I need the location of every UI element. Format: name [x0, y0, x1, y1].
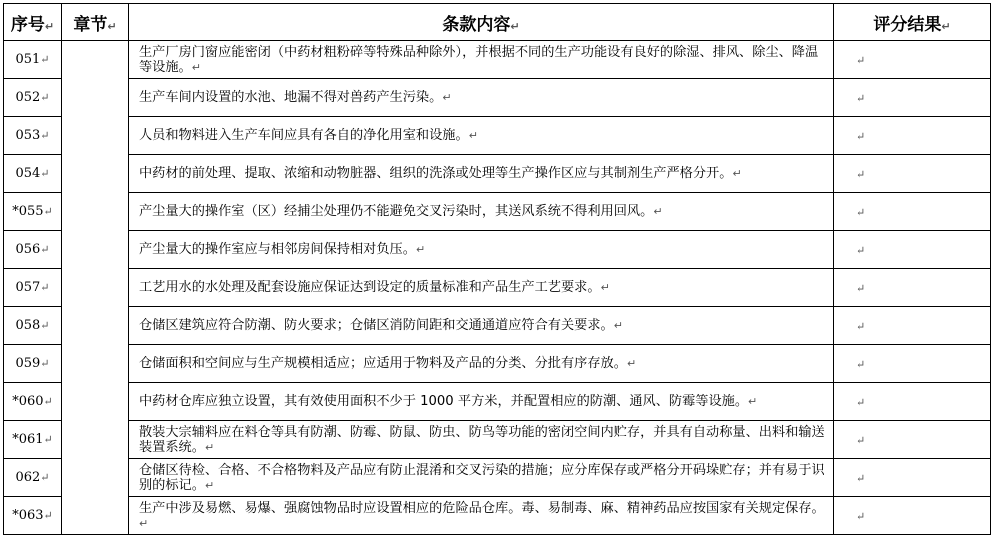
- header-chapter: 章节↵: [62, 4, 129, 41]
- row-number: 052↵: [4, 79, 62, 117]
- table-header-row: [4, 4, 991, 41]
- clause-content: 生产厂房门窗应能密闭（中药材粗粉碎等特殊品种除外），并根据不同的生产功能设有良好的除湿、排风、除尘、降温等设施。↵: [129, 41, 834, 79]
- score-cell[interactable]: ↵: [834, 383, 991, 421]
- row-number: 058↵: [4, 307, 62, 345]
- score-cell[interactable]: ↵: [834, 345, 991, 383]
- score-cell[interactable]: ↵: [834, 79, 991, 117]
- score-cell[interactable]: ↵: [834, 155, 991, 193]
- clause-table: [3, 3, 991, 535]
- clause-content: 产尘量大的操作室（区）经捕尘处理仍不能避免交叉污染时，其送风系统不得利用回风。↵: [129, 193, 834, 231]
- table-row: [4, 459, 991, 497]
- table-row: [4, 497, 991, 535]
- table-row: [4, 79, 991, 117]
- table-body: [4, 41, 991, 535]
- row-number: 059↵: [4, 345, 62, 383]
- row-number: 053↵: [4, 117, 62, 155]
- table-row: [4, 383, 991, 421]
- score-cell[interactable]: ↵: [834, 459, 991, 497]
- clause-content: 中药材的前处理、提取、浓缩和动物脏器、组织的洗涤或处理等生产操作区应与其制剂生产严格分开。↵: [129, 155, 834, 193]
- score-cell[interactable]: ↵: [834, 421, 991, 459]
- table-row: [4, 117, 991, 155]
- clause-content: 产尘量大的操作室应与相邻房间保持相对负压。↵: [129, 231, 834, 269]
- table-row: [4, 269, 991, 307]
- table-row: [4, 307, 991, 345]
- score-cell[interactable]: ↵: [834, 497, 991, 535]
- row-number: 056↵: [4, 231, 62, 269]
- row-number: *055↵: [4, 193, 62, 231]
- chapter-cell: [62, 41, 129, 535]
- table-row: [4, 231, 991, 269]
- clause-content: 仓储区建筑应符合防潮、防火要求；仓储区消防间距和交通通道应符合有关要求。↵: [129, 307, 834, 345]
- header-content: 条款内容↵: [129, 4, 834, 41]
- clause-content: 仓储面积和空间应与生产规模相适应；应适用于物料及产品的分类、分批有序存放。↵: [129, 345, 834, 383]
- row-number: 062↵: [4, 459, 62, 497]
- clause-content: 生产车间内设置的水池、地漏不得对兽药产生污染。↵: [129, 79, 834, 117]
- clause-content: 生产中涉及易燃、易爆、强腐蚀物品时应设置相应的危险品仓库。毒、易制毒、麻、精神药品应按国家有关规定保存。↵: [129, 497, 834, 535]
- clause-content: 散装大宗辅料应在料仓等具有防潮、防霉、防鼠、防虫、防鸟等功能的密闭空间内贮存，并具有自动称量、出料和输送装置系统。↵: [129, 421, 834, 459]
- row-number: 051↵: [4, 41, 62, 79]
- table-row: [4, 421, 991, 459]
- row-number: 057↵: [4, 269, 62, 307]
- score-cell[interactable]: ↵: [834, 193, 991, 231]
- row-number: *060↵: [4, 383, 62, 421]
- clause-content: 仓储区待检、合格、不合格物料及产品应有防止混淆和交叉污染的措施；应分库保存或严格分开码垛贮存；并有易于识别的标记。↵: [129, 459, 834, 497]
- score-cell[interactable]: ↵: [834, 231, 991, 269]
- table-row: [4, 155, 991, 193]
- clause-content: 工艺用水的水处理及配套设施应保证达到设定的质量标准和产品生产工艺要求。↵: [129, 269, 834, 307]
- row-number: *061↵: [4, 421, 62, 459]
- header-number: 序号↵: [4, 4, 62, 41]
- row-number: *063↵: [4, 497, 62, 535]
- score-cell[interactable]: ↵: [834, 269, 991, 307]
- clause-content: 中药材仓库应独立设置，其有效使用面积不少于 1000 平方米，并配置相应的防潮、通风、防霉等设施。↵: [129, 383, 834, 421]
- score-cell[interactable]: ↵: [834, 117, 991, 155]
- table-row: [4, 193, 991, 231]
- header-score: 评分结果↵: [834, 4, 991, 41]
- table-row: [4, 345, 991, 383]
- row-number: 054↵: [4, 155, 62, 193]
- score-cell[interactable]: ↵: [834, 307, 991, 345]
- score-cell[interactable]: ↵: [834, 41, 991, 79]
- clause-content: 人员和物料进入生产车间应具有各自的净化用室和设施。↵: [129, 117, 834, 155]
- table-row: [4, 41, 991, 79]
